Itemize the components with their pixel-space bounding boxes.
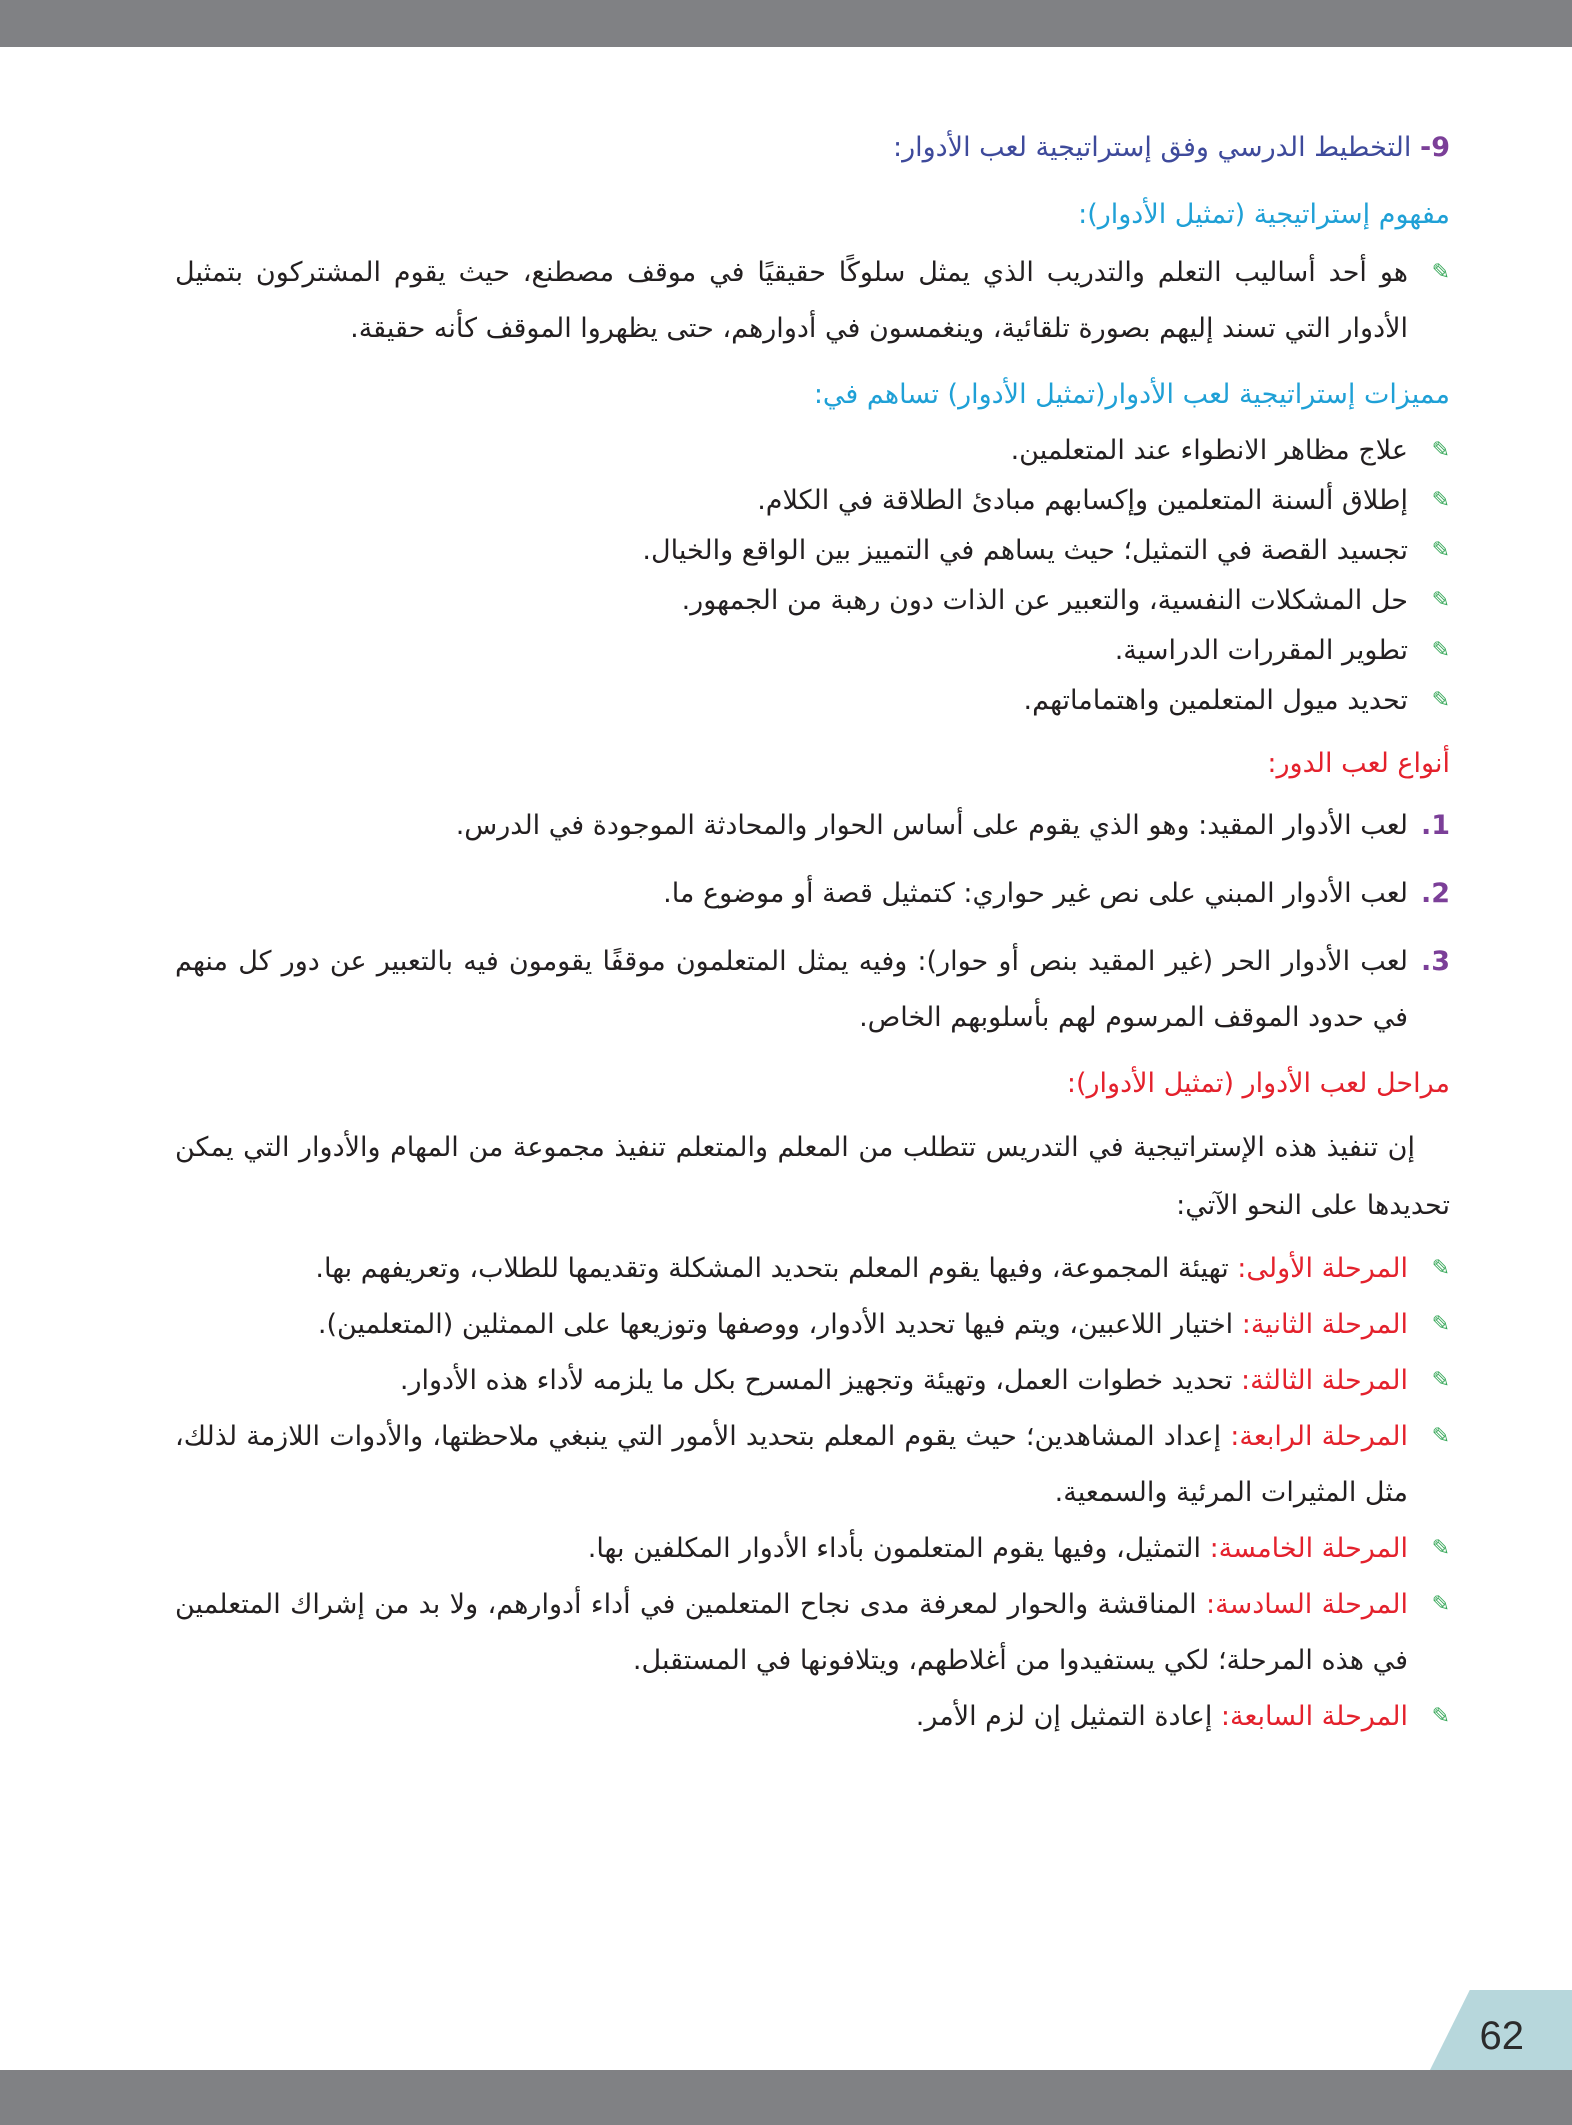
feature-text: إطلاق ألسنة المتعلمين وإكسابهم مبادئ الطلاقة في الكلام. [757, 484, 1408, 516]
top-bar [0, 0, 1572, 47]
section-title [175, 128, 1450, 169]
stage-label: المرحلة السابعة: [1220, 1700, 1408, 1732]
stage-label: المرحلة الثالثة: [1241, 1364, 1408, 1396]
pencil-icon: ✎ [1431, 687, 1450, 713]
stage-label: المرحلة الثانية: [1241, 1308, 1408, 1340]
pencil-icon: ✎ [1431, 537, 1450, 563]
concept-text: هو أحد أساليب التعلم والتدريب الذي يمثل سلوكًا حقيقيًا في موقف مصطنع، حيث يقوم المشتركون بتمثيل الأدوار التي تسند إليهم بصورة تلقائية، وينغمسون في أدوارهم، حتى يظهروا الموقف كأنه حقيقة. [175, 257, 1408, 344]
stage-item [175, 1353, 1450, 1409]
pencil-icon: ✎ [1431, 1255, 1450, 1281]
stages-intro: إن تنفيذ هذه الإستراتيجية في التدريس تتطلب من المعلم والمتعلم تنفيذ مجموعة من المهام والأدوار التي يمكن تحديدها على النحو الآتي: [175, 1131, 1450, 1221]
type-number: 1. [1420, 810, 1450, 841]
page-number: 62 [1479, 2014, 1524, 2058]
stage-label: المرحلة الرابعة: [1230, 1420, 1408, 1452]
pencil-icon: ✎ [1431, 1535, 1450, 1561]
stage-text: إعداد المشاهدين؛ حيث يقوم المعلم بتحديد الأمور التي ينبغي ملاحظتها، والأدوات اللازمة لذلك، مثل المثيرات المرئية والسمعية. [175, 1420, 1408, 1508]
pencil-icon: ✎ [1431, 1311, 1450, 1337]
pencil-icon: ✎ [1431, 637, 1450, 663]
stage-item [175, 1409, 1450, 1521]
pencil-icon: ✎ [1431, 1423, 1450, 1449]
features-heading: مميزات إستراتيجية لعب الأدوار(تمثيل الأدوار) تساهم في: [813, 379, 1450, 410]
stage-item [175, 1689, 1450, 1745]
pencil-icon: ✎ [1431, 437, 1450, 463]
pencil-icon: ✎ [1431, 1703, 1450, 1729]
concept-section [175, 195, 1450, 358]
feature-item [175, 426, 1450, 476]
pencil-icon: ✎ [1431, 1367, 1450, 1393]
feature-item [175, 476, 1450, 526]
type-text: لعب الأدوار الحر (غير المقيد بنص أو حوار): وفيه يمثل المتعلمون موقفًا يقومون فيه بالتعبير عن دور كل منهم في حدود الموقف المرسوم لهم بأسلوبهم الخاص. [175, 946, 1408, 1033]
stage-text: تحديد خطوات العمل، وتهيئة وتجهيز المسرح بكل ما يلزمه لأداء هذه الأدوار. [399, 1364, 1242, 1396]
stages-section [175, 1064, 1450, 1745]
type-number: 3. [1420, 946, 1450, 977]
concept-heading: مفهوم إستراتيجية (تمثيل الأدوار): [1078, 198, 1450, 230]
stage-label: المرحلة السادسة: [1206, 1588, 1408, 1620]
features-section [175, 375, 1450, 726]
bottom-bar [0, 2070, 1572, 2125]
feature-text: علاج مظاهر الانطواء عند المتعلمين. [1010, 434, 1408, 466]
stage-item [175, 1577, 1450, 1689]
type-number: 2. [1420, 878, 1450, 909]
feature-text: تطوير المقررات الدراسية. [1114, 634, 1408, 666]
type-text: لعب الأدوار المقيد: وهو الذي يقوم على أساس الحوار والمحادثة الموجودة في الدرس. [455, 810, 1408, 841]
pencil-icon: ✎ [1431, 260, 1450, 285]
stage-text: اختيار اللاعبين، ويتم فيها تحديد الأدوار، ووصفها وتوزيعها على الممثلين (المتعلمين). [317, 1308, 1242, 1340]
stage-text: تهيئة المجموعة، وفيها يقوم المعلم بتحديد المشكلة وتقديمها للطلاب، وتعريفهم بها. [315, 1252, 1238, 1284]
stage-text: المناقشة والحوار لمعرفة مدى نجاح المتعلمين في أداء أدوارهم، ولا بد من إشراك المتعلمين في هذه المرحلة؛ لكي يستفيدوا من أغلاطهم، ويتلافونها في المستقبل. [175, 1588, 1408, 1676]
feature-item [175, 626, 1450, 676]
pencil-icon: ✎ [1431, 1591, 1450, 1617]
type-item [175, 798, 1450, 854]
page-content [175, 128, 1450, 1763]
types-section [175, 744, 1450, 1047]
feature-item [175, 676, 1450, 726]
feature-item [175, 576, 1450, 626]
types-heading: أنواع لعب الدور: [1267, 747, 1450, 779]
feature-item [175, 526, 1450, 576]
feature-text: تجسيد القصة في التمثيل؛ حيث يساهم في التمييز بين الواقع والخيال. [642, 534, 1408, 566]
section-title-text: التخطيط الدرسي وفق إستراتيجية لعب الأدوار: [892, 132, 1420, 163]
feature-text: تحديد ميول المتعلمين واهتماماتهم. [1023, 684, 1408, 716]
stages-heading: مراحل لعب الأدوار (تمثيل الأدوار): [1066, 1068, 1450, 1099]
stage-text: التمثيل، وفيها يقوم المتعلمون بأداء الأدوار المكلفين بها. [587, 1532, 1210, 1564]
concept-item [175, 245, 1450, 357]
stage-label: المرحلة الخامسة: [1209, 1532, 1408, 1564]
type-item [175, 934, 1450, 1046]
feature-text: حل المشكلات النفسية، والتعبير عن الذات دون رهبة من الجمهور. [681, 584, 1408, 616]
pencil-icon: ✎ [1431, 587, 1450, 613]
stage-text: إعادة التمثيل إن لزم الأمر. [915, 1700, 1221, 1732]
stage-item [175, 1241, 1450, 1297]
type-text: لعب الأدوار المبني على نص غير حواري: كتمثيل قصة أو موضوع ما. [663, 878, 1408, 909]
pencil-icon: ✎ [1431, 487, 1450, 513]
stage-label: المرحلة الأولى: [1237, 1252, 1408, 1284]
stage-item [175, 1297, 1450, 1353]
stage-item [175, 1521, 1450, 1577]
section-number: 9- [1419, 132, 1450, 163]
type-item [175, 866, 1450, 922]
